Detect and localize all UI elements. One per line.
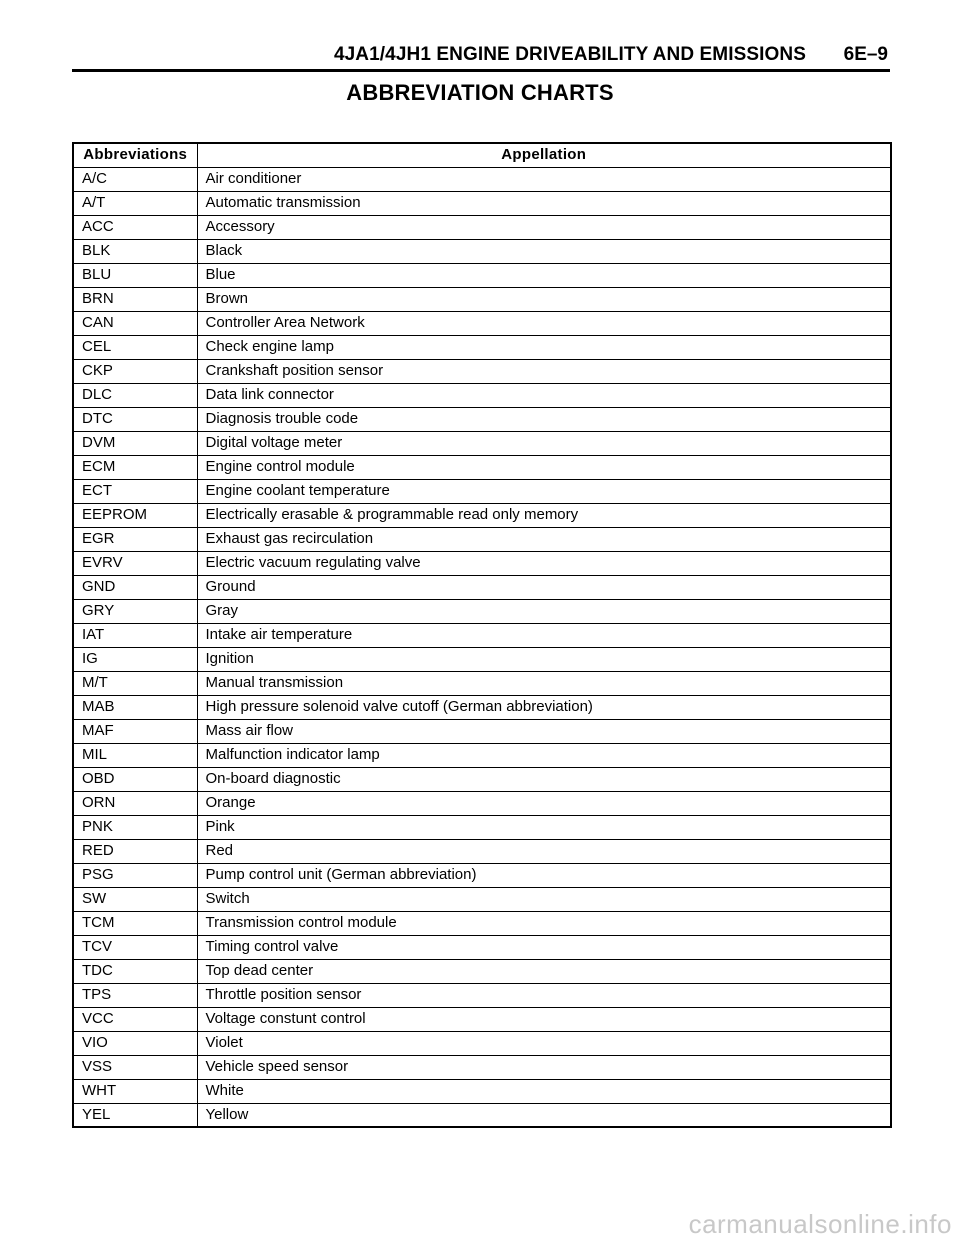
table-row <box>73 455 891 479</box>
table-row <box>73 167 891 191</box>
table-row <box>73 215 891 239</box>
appellation-cell: Vehicle speed sensor <box>197 1055 891 1079</box>
appellation-cell: Automatic transmission <box>197 191 891 215</box>
appellation-cell: Pink <box>197 815 891 839</box>
abbreviation-cell: SW <box>73 887 197 911</box>
table-row <box>73 647 891 671</box>
abbreviation-cell: EGR <box>73 527 197 551</box>
abbreviation-cell: PSG <box>73 863 197 887</box>
appellation-cell: Voltage constunt control <box>197 1007 891 1031</box>
watermark: carmanualsonline.info <box>688 1209 952 1239</box>
abbreviation-cell: DLC <box>73 383 197 407</box>
appellation-cell: Pump control unit (German abbreviation) <box>197 863 891 887</box>
abbreviation-cell: A/C <box>73 167 197 191</box>
table-row <box>73 575 891 599</box>
abbreviation-cell: BLK <box>73 239 197 263</box>
table-row <box>73 791 891 815</box>
appellation-cell: Data link connector <box>197 383 891 407</box>
appellation-cell: Mass air flow <box>197 719 891 743</box>
table-row <box>73 599 891 623</box>
table-row <box>73 239 891 263</box>
abbreviation-cell: ECT <box>73 479 197 503</box>
table-row <box>73 671 891 695</box>
abbreviation-cell: MAF <box>73 719 197 743</box>
table-row <box>73 767 891 791</box>
appellation-cell: Air conditioner <box>197 167 891 191</box>
table-row <box>73 407 891 431</box>
abbreviation-cell: DVM <box>73 431 197 455</box>
table-row <box>73 527 891 551</box>
table-row <box>73 623 891 647</box>
table-row <box>73 479 891 503</box>
table-row <box>73 191 891 215</box>
appellation-cell: Blue <box>197 263 891 287</box>
appellation-cell: Digital voltage meter <box>197 431 891 455</box>
abbreviation-cell: EEPROM <box>73 503 197 527</box>
abbreviation-cell: RED <box>73 839 197 863</box>
page-number: 6E–9 <box>843 44 888 65</box>
appellation-cell: Top dead center <box>197 959 891 983</box>
abbreviation-cell: TPS <box>73 983 197 1007</box>
abbreviation-cell: CKP <box>73 359 197 383</box>
appellation-cell: Ignition <box>197 647 891 671</box>
abbreviation-cell: VIO <box>73 1031 197 1055</box>
table-row <box>73 1007 891 1031</box>
abbreviation-cell: GRY <box>73 599 197 623</box>
abbreviation-cell: IAT <box>73 623 197 647</box>
abbreviation-cell: OBD <box>73 767 197 791</box>
table-row <box>73 911 891 935</box>
table-body <box>73 167 891 1127</box>
table-row <box>73 359 891 383</box>
appellation-cell: Diagnosis trouble code <box>197 407 891 431</box>
appellation-cell: Engine coolant temperature <box>197 479 891 503</box>
abbreviation-cell: ECM <box>73 455 197 479</box>
abbreviation-cell: YEL <box>73 1103 197 1127</box>
abbreviation-cell: M/T <box>73 671 197 695</box>
table-row <box>73 287 891 311</box>
document-title: ABBREVIATION CHARTS <box>346 80 614 105</box>
page-header <box>72 40 890 72</box>
abbreviation-cell: CEL <box>73 335 197 359</box>
table-row <box>73 695 891 719</box>
abbreviation-cell: TCM <box>73 911 197 935</box>
table-row <box>73 311 891 335</box>
table-row <box>73 1103 891 1127</box>
appellation-cell: Red <box>197 839 891 863</box>
appellation-cell: Throttle position sensor <box>197 983 891 1007</box>
appellation-cell: Manual transmission <box>197 671 891 695</box>
abbreviation-cell: MAB <box>73 695 197 719</box>
appellation-cell: Crankshaft position sensor <box>197 359 891 383</box>
abbreviation-cell: PNK <box>73 815 197 839</box>
table-row <box>73 551 891 575</box>
abbreviation-cell: A/T <box>73 191 197 215</box>
appellation-cell: Violet <box>197 1031 891 1055</box>
header-title: 4JA1/4JH1 ENGINE DRIVEABILITY AND EMISSIONS <box>333 44 806 65</box>
appellation-cell: Engine control module <box>197 455 891 479</box>
appellation-cell: On-board diagnostic <box>197 767 891 791</box>
table-row <box>73 503 891 527</box>
abbreviation-cell: TCV <box>73 935 197 959</box>
appellation-cell: Brown <box>197 287 891 311</box>
table-row <box>73 743 891 767</box>
column-header-appellation: Appellation <box>197 143 891 167</box>
abbreviation-cell: BRN <box>73 287 197 311</box>
abbreviation-cell: TDC <box>73 959 197 983</box>
table-row <box>73 263 891 287</box>
appellation-cell: Black <box>197 239 891 263</box>
appellation-cell: Timing control valve <box>197 935 891 959</box>
abbreviation-cell: VSS <box>73 1055 197 1079</box>
appellation-cell: Check engine lamp <box>197 335 891 359</box>
abbreviation-cell: VCC <box>73 1007 197 1031</box>
abbreviation-table <box>72 142 892 1128</box>
abbreviation-cell: CAN <box>73 311 197 335</box>
appellation-cell: Transmission control module <box>197 911 891 935</box>
table-row <box>73 1079 891 1103</box>
table-row <box>73 863 891 887</box>
abbreviation-cell: WHT <box>73 1079 197 1103</box>
appellation-cell: Orange <box>197 791 891 815</box>
table-row <box>73 935 891 959</box>
appellation-cell: Switch <box>197 887 891 911</box>
abbreviation-cell: EVRV <box>73 551 197 575</box>
table-row <box>73 1031 891 1055</box>
appellation-cell: Malfunction indicator lamp <box>197 743 891 767</box>
table-row <box>73 887 891 911</box>
appellation-cell: Electrically erasable & programmable read only memory <box>197 503 891 527</box>
appellation-cell: Intake air temperature <box>197 623 891 647</box>
appellation-cell: Yellow <box>197 1103 891 1127</box>
appellation-cell: Gray <box>197 599 891 623</box>
table-row <box>73 959 891 983</box>
table-row <box>73 383 891 407</box>
abbreviation-cell: DTC <box>73 407 197 431</box>
appellation-cell: Electric vacuum regulating valve <box>197 551 891 575</box>
table-row <box>73 335 891 359</box>
appellation-cell: Ground <box>197 575 891 599</box>
column-header-abbreviations: Abbreviations <box>73 143 197 167</box>
abbreviation-cell: ACC <box>73 215 197 239</box>
appellation-cell: High pressure solenoid valve cutoff (German abbreviation) <box>197 695 891 719</box>
table-row <box>73 1055 891 1079</box>
abbreviation-cell: ORN <box>73 791 197 815</box>
abbreviation-cell: IG <box>73 647 197 671</box>
appellation-cell: Exhaust gas recirculation <box>197 527 891 551</box>
appellation-cell: Controller Area Network <box>197 311 891 335</box>
abbreviation-cell: BLU <box>73 263 197 287</box>
table-row <box>73 431 891 455</box>
appellation-cell: Accessory <box>197 215 891 239</box>
table-row <box>73 839 891 863</box>
table-row <box>73 983 891 1007</box>
table-row <box>73 815 891 839</box>
abbreviation-cell: GND <box>73 575 197 599</box>
table-row <box>73 719 891 743</box>
table-header-row <box>73 143 891 167</box>
appellation-cell: White <box>197 1079 891 1103</box>
abbreviation-cell: MIL <box>73 743 197 767</box>
